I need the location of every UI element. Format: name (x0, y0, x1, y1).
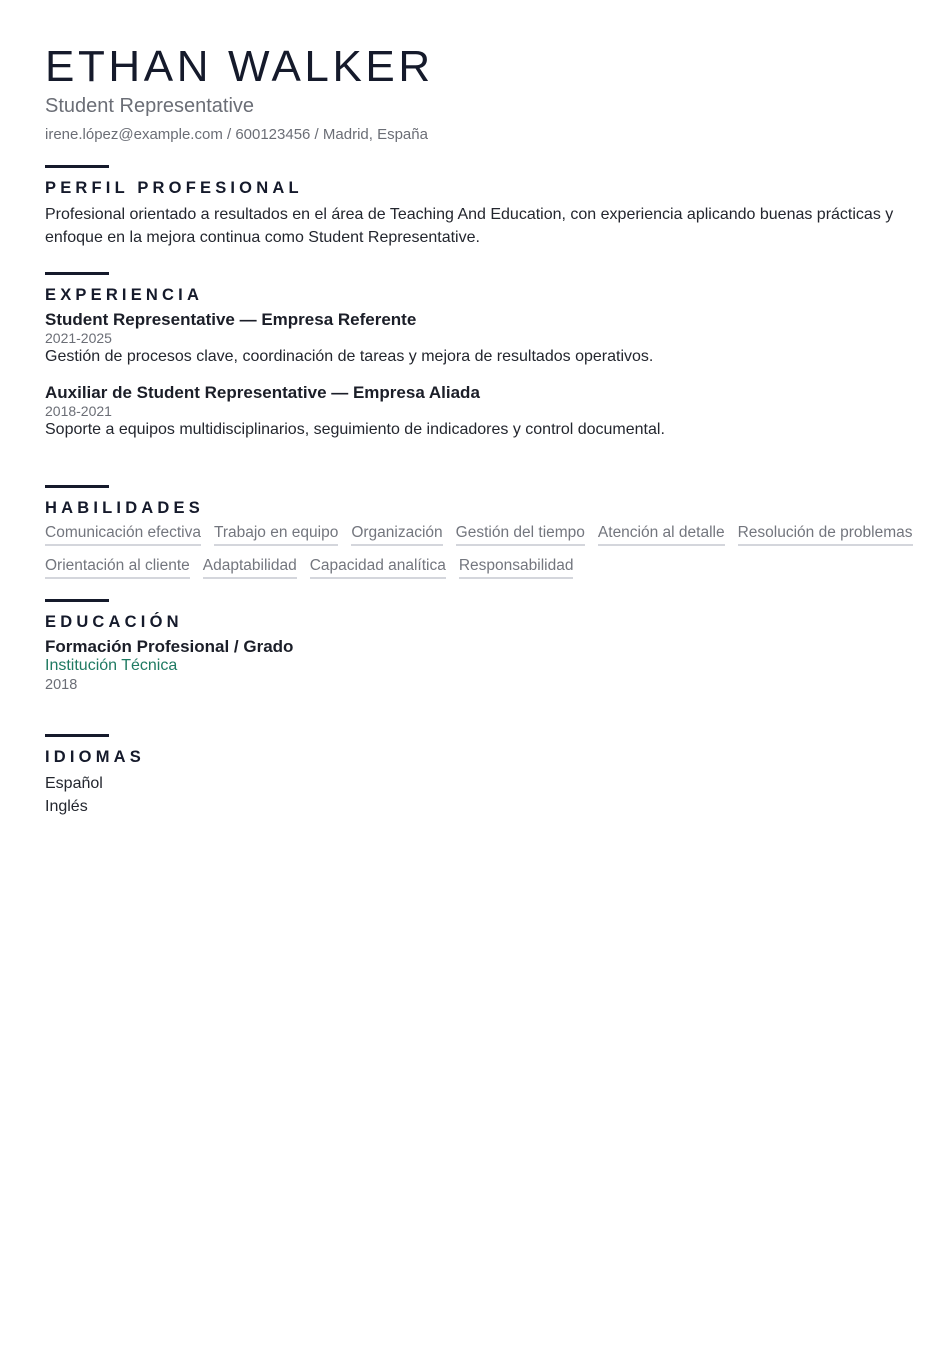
skill-tag: Adaptabilidad (203, 556, 297, 579)
section-divider (45, 734, 109, 737)
job-title: Student Representative — Empresa Referente (45, 310, 417, 329)
job-title: Auxiliar de Student Representative — Empresa Aliada (45, 383, 480, 402)
experience-item (45, 310, 907, 367)
education-year: 2018 (45, 677, 78, 693)
section-title-education: EDUCACIÓN (45, 613, 183, 631)
section-title-profile: PERFIL PROFESIONAL (45, 179, 303, 197)
skill-tag: Trabajo en equipo (214, 523, 338, 546)
section-experience (45, 272, 907, 456)
skill-tag: Capacidad analítica (310, 556, 446, 579)
job-dates: 2021-2025 (45, 330, 112, 346)
education-degree: Formación Profesional / Grado (45, 637, 294, 656)
candidate-role: Student Representative (45, 95, 255, 117)
skill-tag: Orientación al cliente (45, 556, 190, 579)
skill-tag: Comunicación efectiva (45, 523, 201, 546)
section-profile (45, 165, 907, 249)
education-institution: Institución Técnica (45, 657, 178, 674)
section-divider (45, 485, 109, 488)
skills-list (45, 523, 915, 579)
section-title-skills: HABILIDADES (45, 499, 204, 517)
profile-summary: Profesional orientado a resultados en el área de Teaching And Education, con experiencia aplicando buenas prácticas y enfoque en la mejora continua como Student Representative. (45, 206, 894, 246)
skill-tag: Resolución de problemas (738, 523, 913, 546)
skill-tag: Atención al detalle (598, 523, 725, 546)
language-item: Inglés (45, 798, 88, 815)
section-title-languages: IDIOMAS (45, 748, 145, 766)
section-skills (45, 485, 913, 579)
job-description: Soporte a equipos multidisciplinarios, seguimiento de indicadores y control documental. (45, 421, 665, 438)
candidate-name: ETHAN WALKER (45, 42, 434, 91)
job-description: Gestión de procesos clave, coordinación de tareas y mejora de resultados operativos. (45, 348, 654, 365)
contact-line: irene.lópez@example.com / 600123456 / Madrid, España (45, 126, 428, 143)
section-title-experience: EXPERIENCIA (45, 286, 204, 304)
skill-tag: Organización (351, 523, 442, 546)
section-divider (45, 165, 109, 168)
section-languages (45, 734, 907, 818)
skill-tag: Gestión del tiempo (456, 523, 585, 546)
skill-tag: Responsabilidad (459, 556, 574, 579)
section-divider (45, 599, 109, 602)
section-divider (45, 272, 109, 275)
section-education (45, 599, 907, 695)
experience-item (45, 383, 907, 440)
job-dates: 2018-2021 (45, 403, 112, 419)
language-item: Español (45, 775, 103, 792)
